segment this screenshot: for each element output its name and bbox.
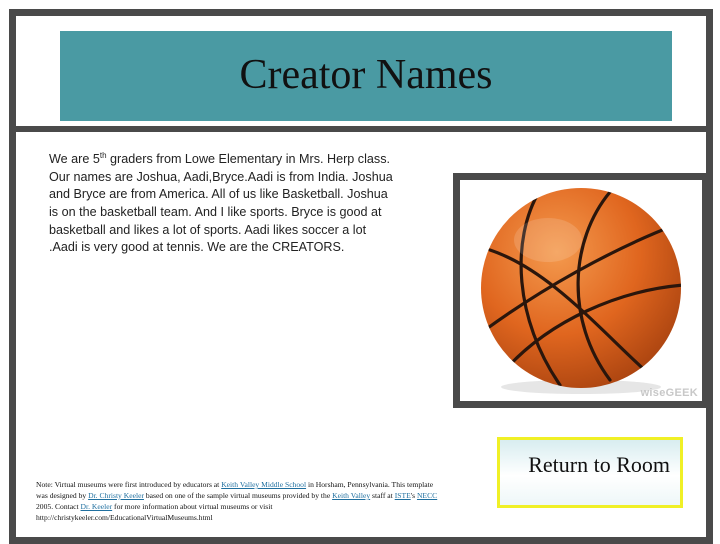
link-dr-christy-keeler[interactable]: Dr. Christy Keeler xyxy=(88,491,144,500)
return-to-room-label: Return to Room xyxy=(528,452,670,477)
body-text-part-2: graders from Lowe Elementary in Mrs. Herp class. Our names are Joshua, Aadi,Bryce.Aadi is from India. Joshua and Bryce are from America. All of us like Basketball. Joshua is on the basketball team. And I like sports. Bryce is good at basketball and likes a lot of sports. Aadi likes soccer a lot .Aadi is very good at tennis. We are the CREATORS. xyxy=(49,152,393,255)
slide-frame xyxy=(9,9,713,544)
ordinal-suffix: th xyxy=(99,151,107,160)
title-bar xyxy=(60,31,672,121)
note-text: 2005. Contact xyxy=(36,502,81,511)
note-text: Note: Virtual museums were first introduced by educators at xyxy=(36,480,222,489)
note-text: staff at xyxy=(370,491,395,500)
return-to-room-button[interactable] xyxy=(497,437,683,508)
ball-highlight xyxy=(514,218,582,262)
watermark: wiseGEEK xyxy=(640,387,698,399)
page-title: Creator Names xyxy=(239,52,493,98)
note-text: 's xyxy=(410,491,417,500)
divider xyxy=(16,126,706,132)
link-keith-valley-middle-school[interactable]: Keith Valley Middle School xyxy=(221,480,307,489)
link-necc[interactable]: NECC xyxy=(416,491,438,500)
body-text-part-1: We are 5 xyxy=(49,152,100,167)
note-text: for more information about virtual museums or visit http://christykeeler.com/EducationalVirtualMuseums.html xyxy=(36,502,273,522)
template-note xyxy=(36,479,441,523)
note-text: in Horsham, Pennsylvania. This template was designed by xyxy=(36,480,434,500)
link-dr-keeler[interactable]: Dr. Keeler xyxy=(80,502,113,511)
link-iste[interactable]: ISTE xyxy=(394,491,411,500)
creator-description xyxy=(49,147,397,257)
basketball-image xyxy=(460,180,702,401)
note-text: based on one of the sample virtual museums provided by the xyxy=(143,491,333,500)
link-keith-valley[interactable]: Keith Valley xyxy=(332,491,371,500)
basketball-image-frame xyxy=(453,173,709,408)
